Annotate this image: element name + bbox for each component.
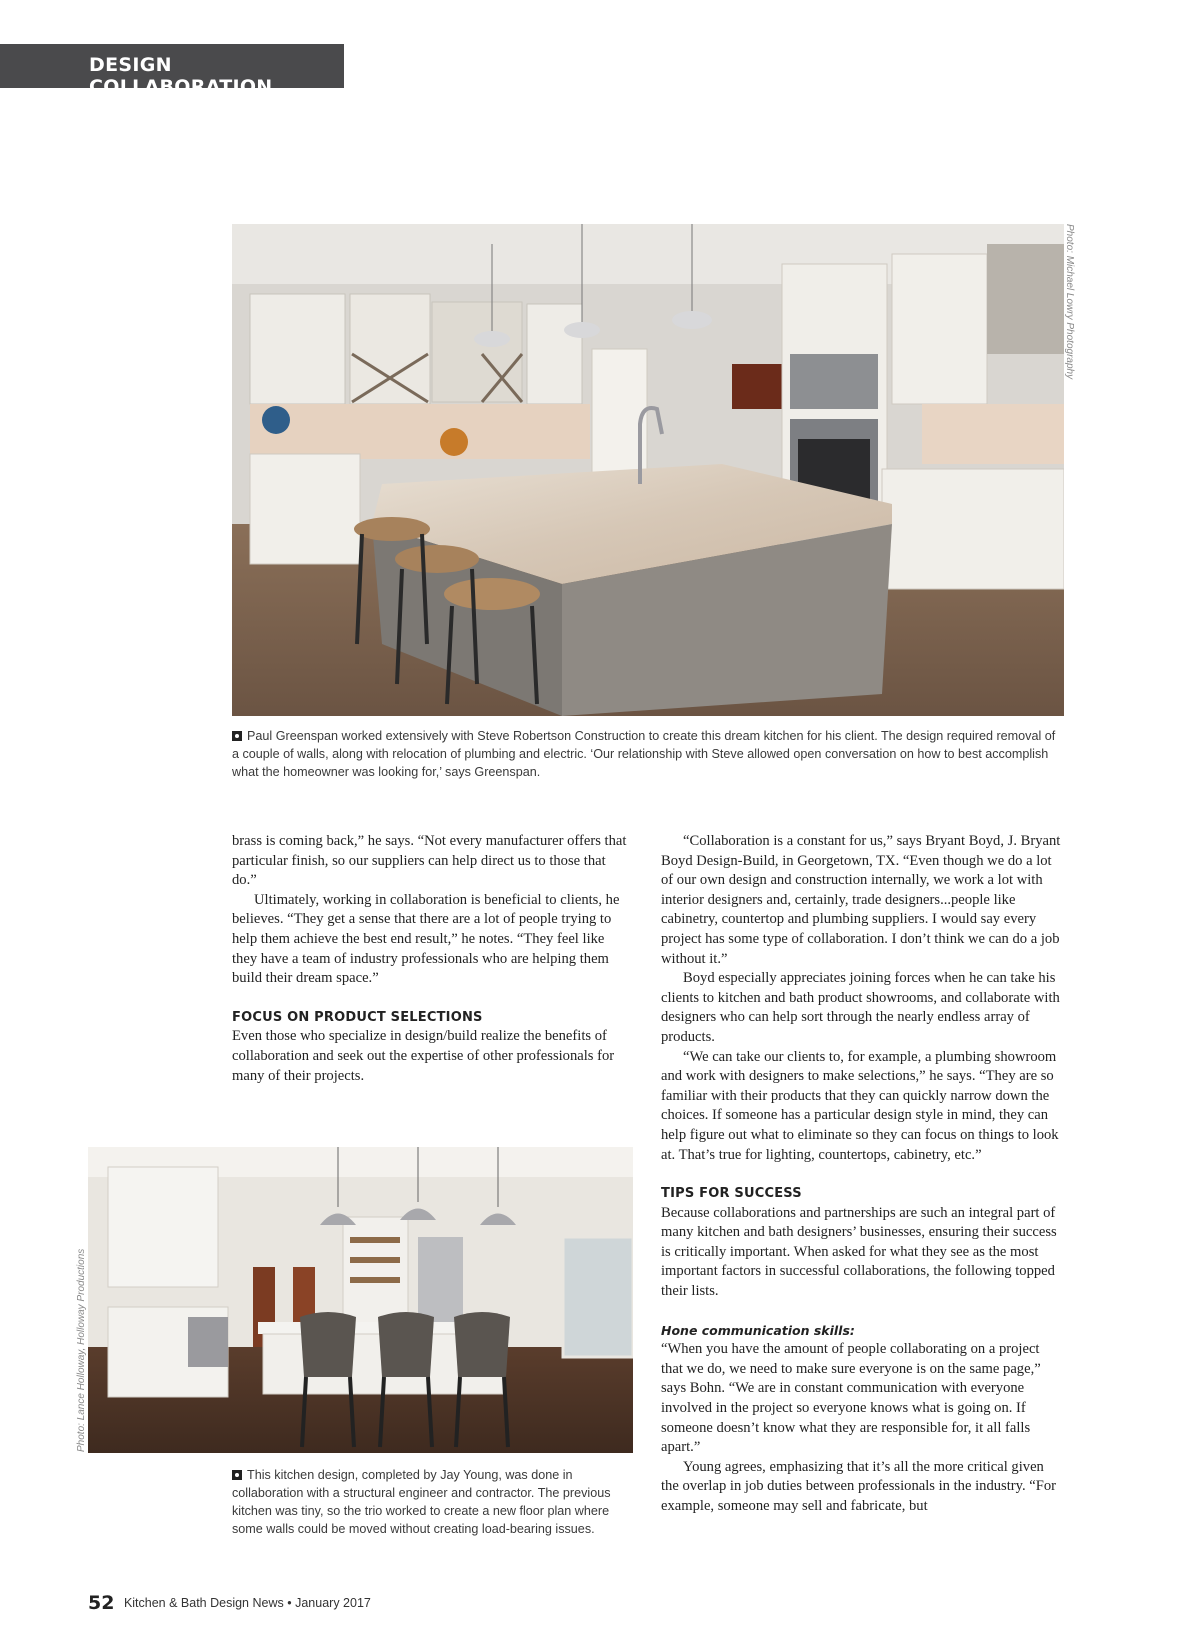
subheading-hone: Hone communication skills:: [661, 1322, 855, 1338]
footer-separator: •: [287, 1596, 292, 1610]
paragraph: Because collaborations and partnerships are such an integral part of many kitchen and bath designers’ businesses, ensuring their success is critically important. When asked for what they see as the most important factors in successful collaborations, the following topped their lists.: [661, 1204, 1057, 1300]
kitchen-photo-white: [88, 1147, 633, 1453]
paragraph: Boyd especially appreciates joining forces when he can take his clients to kitchen and bath product showrooms, and collaborate with designers who can help sort through the nearly endless array of products.: [661, 970, 1060, 1045]
paragraph: “We can take our clients to, for example, a plumbing showroom and work with designers to make selections,” he says. “They are so familiar with their products that they can quickly narrow down the choices. If someone has a particular design style in mind, they can help figure out what to eliminate so they can focus on things to look at. That’s true for lighting, countertops, cabinetry, etc.”: [661, 1048, 1059, 1163]
caption-text-2: This kitchen design, completed by Jay Young, was done in collaboration with a structural engineer and contractor. The previous kitchen was tiny, so the trio worked to create a new floor plan where some walls could be moved without creating load-bearing issues.: [232, 1468, 611, 1536]
section-heading-focus: FOCUS ON PRODUCT SELECTIONS: [232, 1009, 483, 1025]
publication-name: Kitchen & Bath Design News: [123, 1596, 284, 1610]
camera-icon: [232, 1470, 242, 1480]
paragraph: Ultimately, working in collaboration is beneficial to clients, he believes. “They get a sense that there are a lot of people trying to help them achieve the best end result,” he notes. “They feel like they have a team of industry professionals who are helping them build their dream space.”: [232, 891, 620, 987]
page-number: 52: [88, 1592, 115, 1614]
photo-credit-1: Photo: Michael Lowry Photography: [1064, 224, 1075, 380]
section-label: DESIGN COLLABORATION: [89, 54, 273, 98]
paragraph: Even those who specialize in design/build realize the benefits of collaboration and seek out the expertise of other professionals for many of their projects.: [232, 1028, 615, 1084]
page-footer: [88, 1592, 371, 1614]
caption-text-1: Paul Greenspan worked extensively with Steve Robertson Construction to create this dream kitchen for his client. The design required removal of a couple of walls, along with relocation of plumbing and electric. ‘Our relationship with Steve allowed open conversation on how to best accomplish what the homeowner was looking for,’ says Greenspan.: [232, 729, 1056, 779]
photo-caption-2: [232, 1466, 632, 1538]
paragraph: brass is coming back,” he says. “Not every manufacturer offers that particular finish, so our suppliers can help direct us to those that do.”: [232, 833, 627, 889]
kitchen-photo-island: [232, 224, 1064, 716]
article-column-1: [232, 832, 630, 1086]
photo-credit-2: Photo: Lance Holloway, Holloway Productions: [76, 1248, 87, 1452]
section-heading-tips: TIPS FOR SUCCESS: [661, 1186, 802, 1202]
paragraph: “When you have the amount of people collaborating on a project that we do, we need to make sure everyone is on the same page,” says Bohn. “We are in constant communication with everyone involved in the project so everyone knows what is going on. If someone doesn’t know what they are responsible for, it all falls apart.”: [661, 1341, 1041, 1456]
issue-date: January 2017: [295, 1596, 371, 1610]
section-label-tab: [0, 44, 344, 98]
paragraph: Young agrees, emphasizing that it’s all the more critical given the overlap in job duties between professionals in the industry. “For example, someone may sell and fabricate, but: [661, 1458, 1057, 1514]
article-column-2: [661, 832, 1063, 1517]
photo-caption-1: [232, 727, 1064, 781]
paragraph: “Collaboration is a constant for us,” says Bryant Boyd, J. Bryant Boyd Design-Build, in Georgetown, TX. “Even though we do a lot of our own design and construction internally, we work a lot with interior designers and, certainly, trade designers...people like cabinetry, countertop and plumbing suppliers. I would say every project has some type of collaboration. I don’t think we can do a job without it.”: [661, 833, 1061, 967]
camera-icon: [232, 731, 242, 741]
